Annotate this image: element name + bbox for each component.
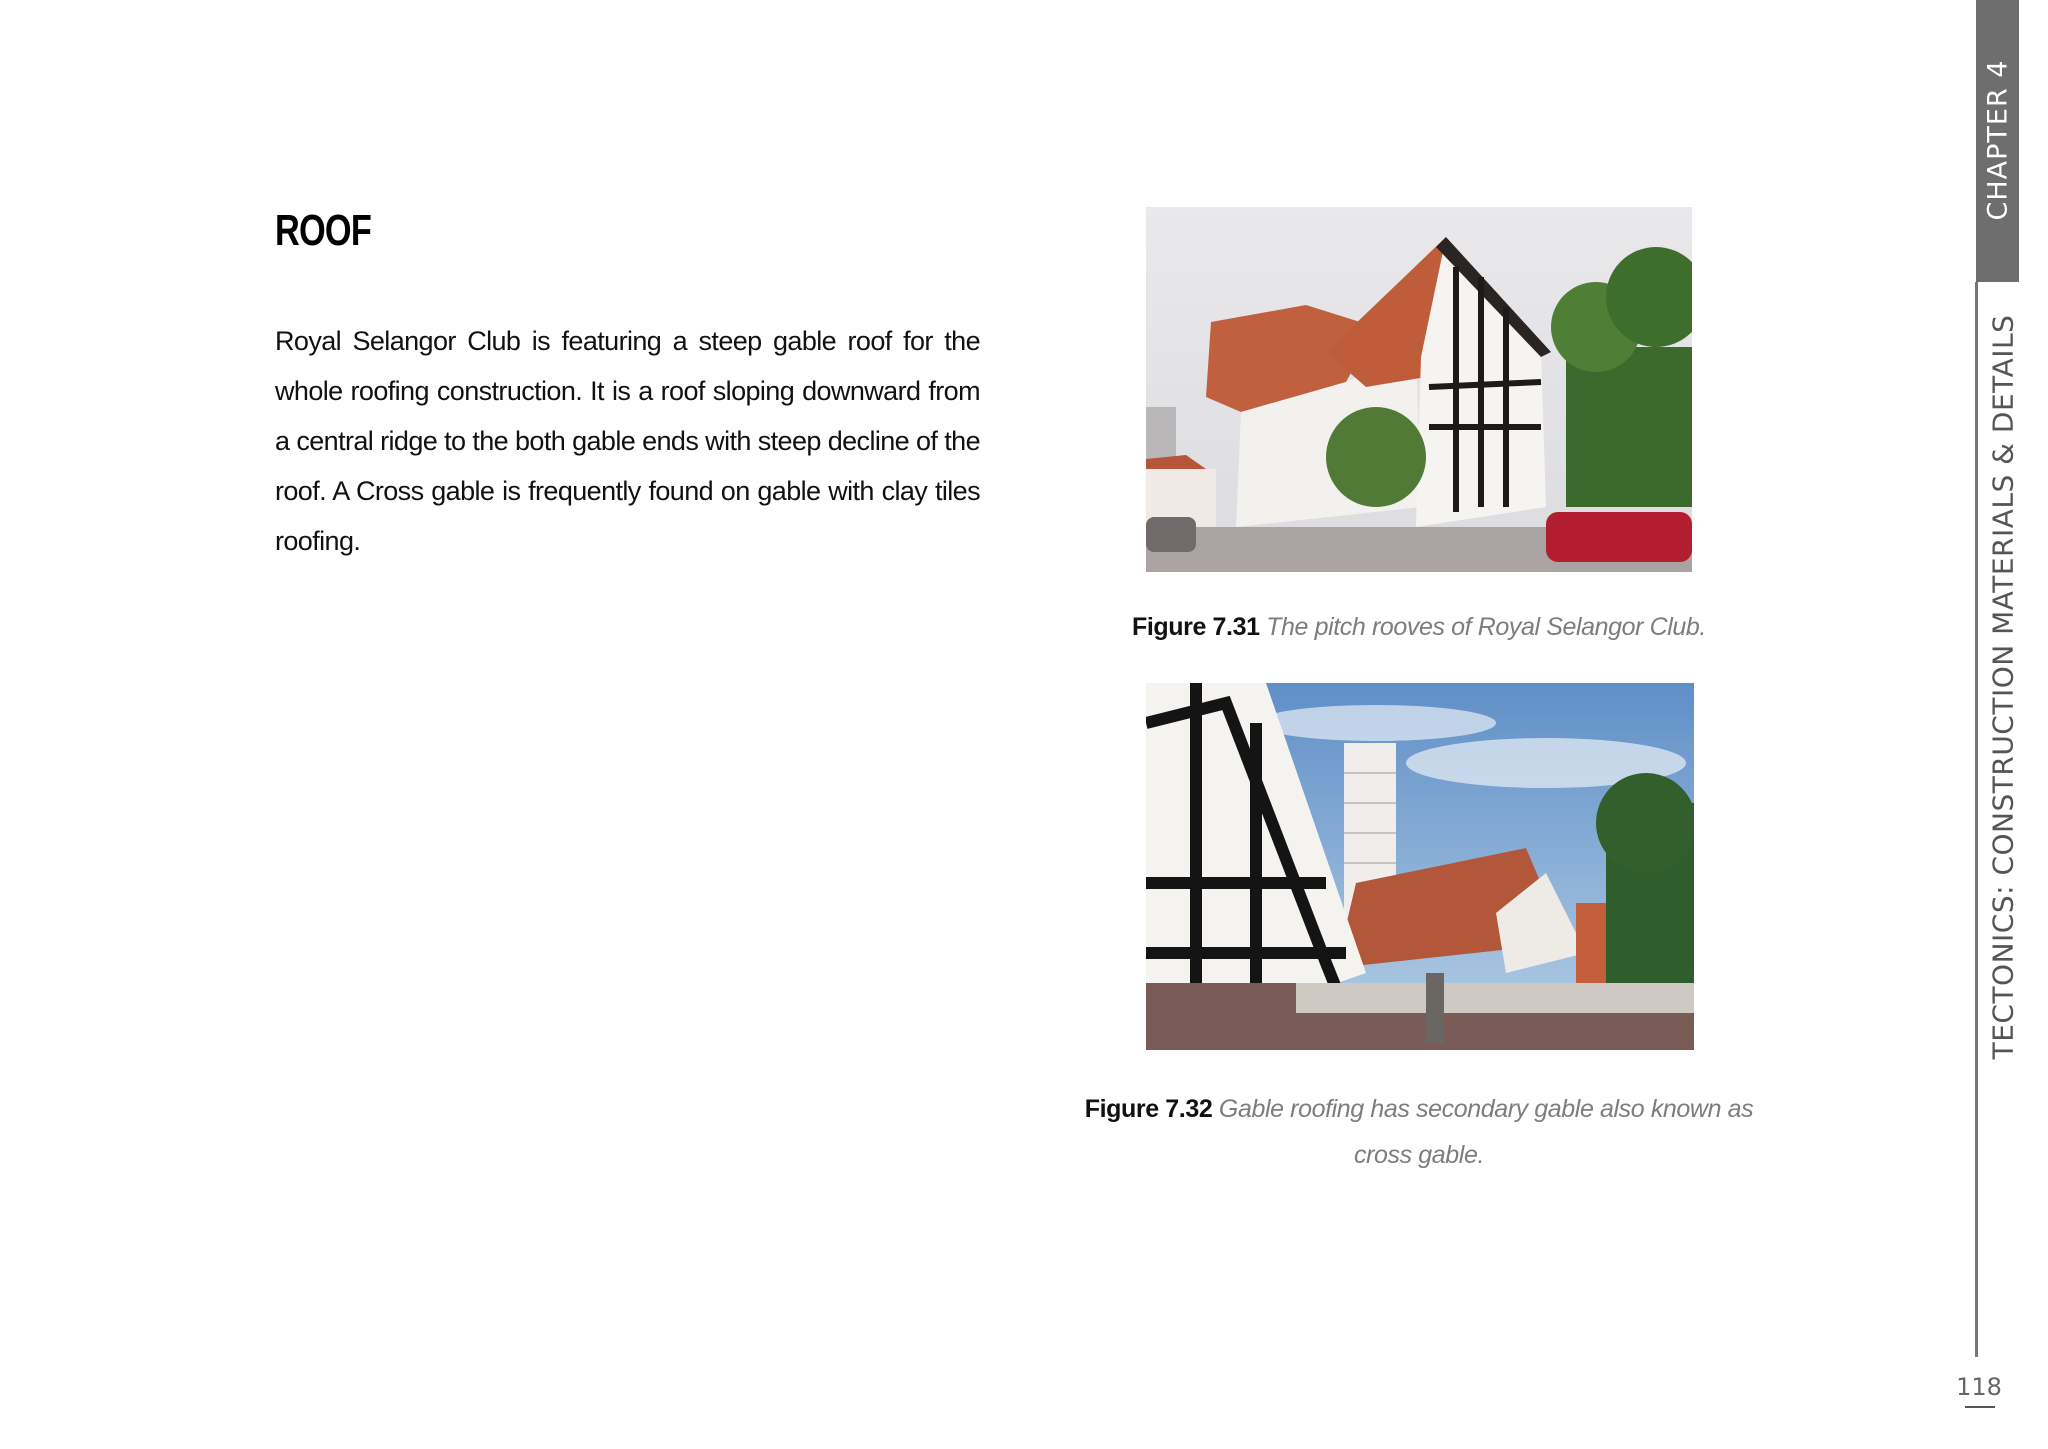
figure-caption-7-32: [1076, 1086, 1762, 1178]
figure-number: Figure 7.32: [1084, 1095, 1213, 1123]
figure-photo-clubhouse: [1146, 207, 1692, 572]
page-number-underline: [1965, 1406, 1995, 1408]
figure-number: Figure 7.31: [1132, 613, 1260, 641]
figure-photo-cross-gable: [1146, 683, 1694, 1050]
body-paragraph: Royal Selangor Club is featuring a steep gable roof for the whole roofing construction. It is a roof sloping downward from a central ridge to the both gable ends with steep decline of the roof. A Cross gable is frequently found on gable with clay tiles roofing.: [275, 326, 980, 556]
sidebar-divider-line: [1975, 282, 1978, 1357]
page-number: 118: [1956, 1373, 2002, 1401]
figure-caption-7-31: [1086, 604, 1752, 650]
chapter-label-text: CHAPTER 4: [1982, 59, 2014, 221]
figure-caption-text: The pitch rooves of Royal Selangor Club.: [1266, 613, 1706, 641]
section-heading: ROOF: [275, 206, 372, 255]
figure-caption-text: Gable roofing has secondary gable also known as cross gable.: [1218, 1095, 1754, 1169]
chapter-title-text: TECTONICS: CONSTRUCTION MATERIALS & DETAILS: [1986, 314, 2020, 1060]
